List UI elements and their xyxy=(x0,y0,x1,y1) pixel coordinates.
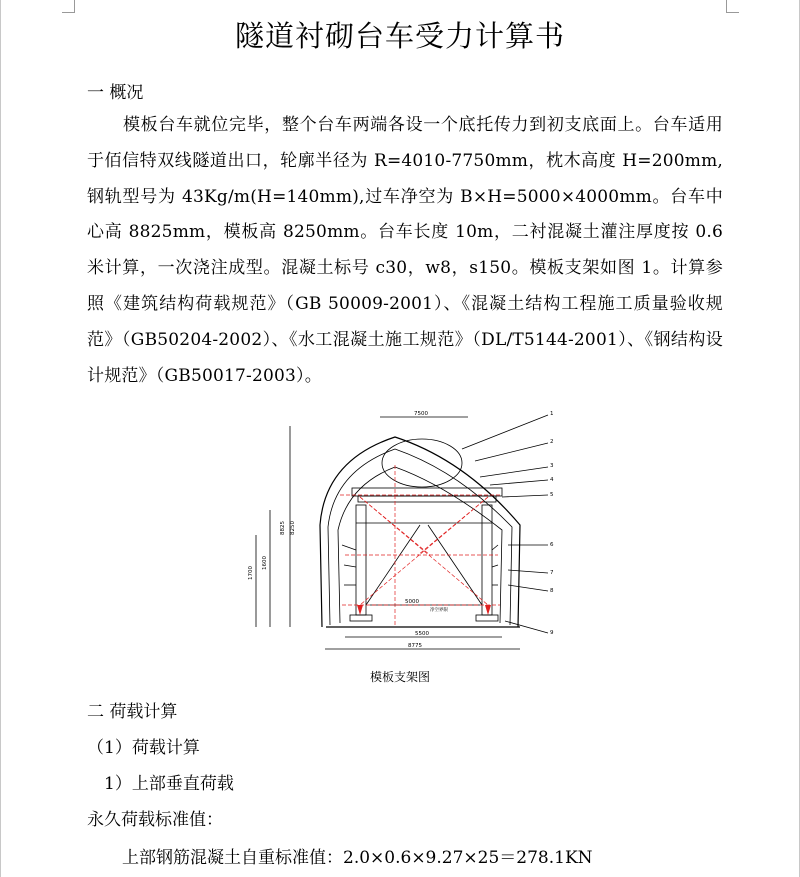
dim-rail-width: 5500 xyxy=(415,631,429,637)
callout-9: 9 xyxy=(550,630,554,636)
subheading-vertical-load: 1）上部垂直荷载 xyxy=(104,774,234,794)
section-heading-overview: 一 概况 xyxy=(87,83,144,103)
dim-side-height: 1600 xyxy=(262,556,268,570)
figure-caption: 模板支架图 xyxy=(369,670,430,684)
callout-8: 8 xyxy=(550,588,554,594)
page-edge-left xyxy=(0,0,1,877)
callout-6: 6 xyxy=(550,542,554,548)
permanent-load-label: 永久荷载标准值： xyxy=(87,810,223,830)
dim-form-height: 8250 xyxy=(290,521,296,535)
callout-1: 1 xyxy=(550,411,554,417)
callout-2: 2 xyxy=(550,439,554,445)
section-heading-loads: 二 荷载计算 xyxy=(87,702,178,722)
dim-clear-width: 5000 xyxy=(405,599,419,605)
callout-5: 5 xyxy=(550,492,554,498)
document-title: 隧道衬砌台车受力计算书 xyxy=(234,19,565,53)
dim-top-width: 7500 xyxy=(414,411,428,417)
subheading-load-calc: （1）荷载计算 xyxy=(87,738,200,758)
dim-total-height: 8825 xyxy=(280,521,286,535)
dim-base-width: 8775 xyxy=(408,643,422,649)
formula-self-weight: 上部钢筋混凝土自重标准值：2.0×0.6×9.27×25＝278.1KN xyxy=(122,848,593,868)
margin-corner-mark xyxy=(62,0,75,13)
clearance-label: 净空界限 xyxy=(430,608,448,613)
dim-side-height-2: 1700 xyxy=(248,566,254,580)
formwork-support-diagram xyxy=(230,405,560,660)
margin-corner-mark xyxy=(726,0,739,13)
overview-paragraph: 模板台车就位完毕，整个台车两端各设一个底托传力到初支底面上。台车适用于佰信特双线隧道出口，轮廓半径为 R=4010-7750mm，枕木高度 H=200mm,钢轨型号为 43Kg/m(H=140mm),过车净空为 B×H=5000×4000mm。台车中心高 8825mm，模板高 8250mm。台车长度 10m，二衬混凝土灌注厚度按 0.6 米计算，一次浇注成型。混凝土标号 c30，w8，s150。模板支架如图 1。计算参照《建筑结构荷载规范》（GB 50009-2001）、《混凝土结构工程施工质量验收规范》（GB50204-2002）、《水工混凝土施工规范》（DL/T5144-2001）、《钢结构设计规范》（GB50017-2003）。 xyxy=(87,115,723,386)
callout-4: 4 xyxy=(550,477,554,483)
callout-7: 7 xyxy=(550,570,554,576)
callout-3: 3 xyxy=(550,463,554,469)
